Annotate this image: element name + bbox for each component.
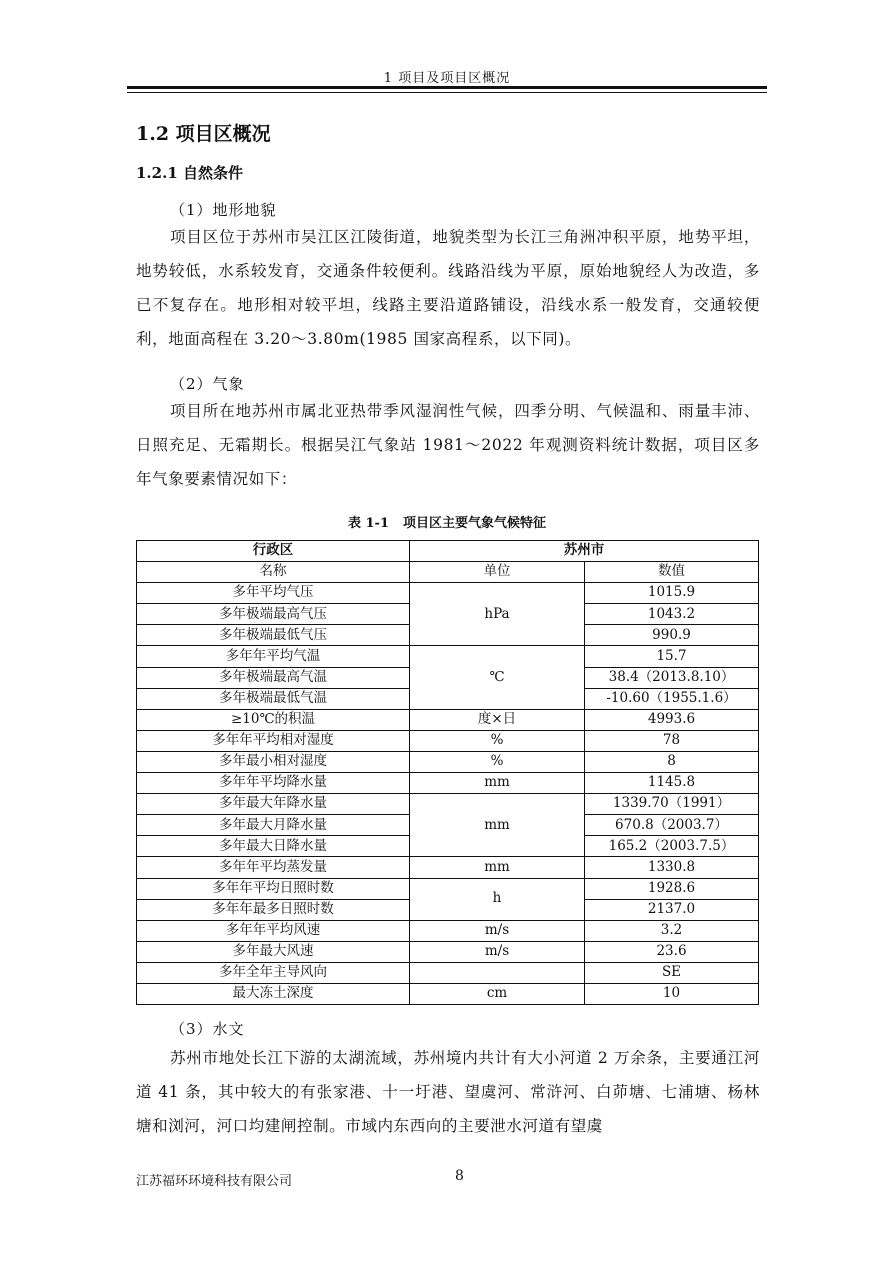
row-name: 多年全年主导风向 <box>137 962 410 983</box>
row-value: -10.60（1955.1.6） <box>585 688 759 709</box>
row-name: 多年年平均蒸发量 <box>137 857 410 878</box>
table-caption-title: 项目区主要气象气候特征 <box>403 516 547 531</box>
row-value: 23.6 <box>585 941 759 962</box>
region-value-cell: 苏州市 <box>410 541 759 562</box>
hydrology-label: （3）水文 <box>170 1020 245 1038</box>
row-value: 3.2 <box>585 920 759 941</box>
table-row <box>137 962 759 983</box>
row-name: ≥10℃的积温 <box>137 709 410 730</box>
col-unit-header: 单位 <box>410 562 585 583</box>
row-value: 38.4（2013.8.10） <box>585 667 759 688</box>
row-name: 多年极端最高气压 <box>137 604 410 625</box>
row-unit: % <box>410 730 585 751</box>
row-value: 1330.8 <box>585 857 759 878</box>
region-label-cell: 行政区 <box>137 541 410 562</box>
hydrology-paragraph: 苏州市地处长江下游的太湖流域，苏州境内共计有大小河道 2 万余条，主要通江河道 41 条，其中较大的有张家港、十一圩港、望虞河、常浒河、白茆塘、七浦塘、杨林塘和浏河，河口均建闸控制。市域内东西向的主要泄水河道有望虞 <box>136 1049 760 1135</box>
row-unit: cm <box>410 983 585 1004</box>
table-row <box>137 583 759 604</box>
row-value: 8 <box>585 751 759 772</box>
row-unit: hPa <box>410 583 585 646</box>
row-value: 78 <box>585 730 759 751</box>
table-caption-number: 表 1-1 <box>347 516 389 531</box>
terrain-paragraph: 项目区位于苏州市吴江区江陵街道，地貌类型为长江三角洲冲积平原，地势平坦，地势较低，水系较发育，交通条件较便利。线路沿线为平原，原始地貌经人为改造，多已不复存在。地形相对较平坦，线路主要沿道路铺设，沿线水系一般发育，交通较便利，地面高程在 3.20～3.80m(1985 国家高程系，以下同)。 <box>136 228 760 348</box>
row-value: 1145.8 <box>585 773 759 794</box>
row-unit: mm <box>410 857 585 878</box>
col-value-header: 数值 <box>585 562 759 583</box>
row-name: 多年平均气压 <box>137 583 410 604</box>
row-value: 1928.6 <box>585 878 759 899</box>
row-value: 165.2（2003.7.5） <box>585 836 759 857</box>
page-number: 8 <box>455 1168 464 1184</box>
row-name: 多年年平均气温 <box>137 646 410 667</box>
running-header: 1 项目及项目区概况 <box>383 71 511 86</box>
row-name: 多年极端最高气温 <box>137 667 410 688</box>
table-row <box>137 794 759 815</box>
row-unit: 度×日 <box>410 709 585 730</box>
row-name: 多年最小相对湿度 <box>137 751 410 772</box>
row-unit: % <box>410 751 585 772</box>
row-value: 10 <box>585 983 759 1004</box>
climate-paragraph: 项目所在地苏州市属北亚热带季风湿润性气候，四季分明、气候温和、雨量丰沛、日照充足、无霜期长。根据吴江气象站 1981～2022 年观测资料统计数据，项目区多年气象要素情况如下： <box>136 402 760 488</box>
row-name: 多年年平均降水量 <box>137 773 410 794</box>
row-value: SE <box>585 962 759 983</box>
row-name: 多年年最多日照时数 <box>137 899 410 920</box>
footer-company: 江苏福环环境科技有限公司 <box>136 1174 293 1189</box>
header-rule-thick <box>127 86 767 89</box>
climate-label: （2）气象 <box>170 375 245 393</box>
subsection-heading: 1.2.1 自然条件 <box>136 164 243 182</box>
row-unit <box>410 962 585 983</box>
row-unit: h <box>410 878 585 920</box>
terrain-label: （1）地形地貌 <box>170 201 277 219</box>
table-row <box>137 730 759 751</box>
row-value: 2137.0 <box>585 899 759 920</box>
climate-table <box>136 540 759 1005</box>
table-row <box>137 751 759 772</box>
table-column-header-row <box>137 562 759 583</box>
row-name: 多年年平均风速 <box>137 920 410 941</box>
row-unit: m/s <box>410 941 585 962</box>
table-row <box>137 709 759 730</box>
row-name: 多年最大月降水量 <box>137 815 410 836</box>
table-row <box>137 920 759 941</box>
table-row <box>137 983 759 1004</box>
row-value: 1043.2 <box>585 604 759 625</box>
table-row <box>137 941 759 962</box>
row-unit: ℃ <box>410 646 585 709</box>
table-header-row <box>137 541 759 562</box>
row-unit: mm <box>410 794 585 857</box>
col-name-header: 名称 <box>137 562 410 583</box>
row-value: 1339.70（1991） <box>585 794 759 815</box>
row-value: 15.7 <box>585 646 759 667</box>
row-name: 多年最大日降水量 <box>137 836 410 857</box>
row-value: 990.9 <box>585 625 759 646</box>
row-unit: mm <box>410 773 585 794</box>
row-name: 多年极端最低气压 <box>137 625 410 646</box>
table-row <box>137 878 759 899</box>
table-row <box>137 773 759 794</box>
row-name: 多年年平均日照时数 <box>137 878 410 899</box>
header-rule-thin <box>127 92 767 93</box>
section-heading: 1.2 项目区概况 <box>136 123 271 145</box>
row-name: 多年最大风速 <box>137 941 410 962</box>
row-name: 多年最大年降水量 <box>137 794 410 815</box>
row-value: 4993.6 <box>585 709 759 730</box>
row-name: 最大冻土深度 <box>137 983 410 1004</box>
row-value: 670.8（2003.7） <box>585 815 759 836</box>
table-caption <box>136 512 758 531</box>
table-row <box>137 646 759 667</box>
row-name: 多年极端最低气温 <box>137 688 410 709</box>
row-name: 多年年平均相对湿度 <box>137 730 410 751</box>
table-row <box>137 857 759 878</box>
row-value: 1015.9 <box>585 583 759 604</box>
row-unit: m/s <box>410 920 585 941</box>
